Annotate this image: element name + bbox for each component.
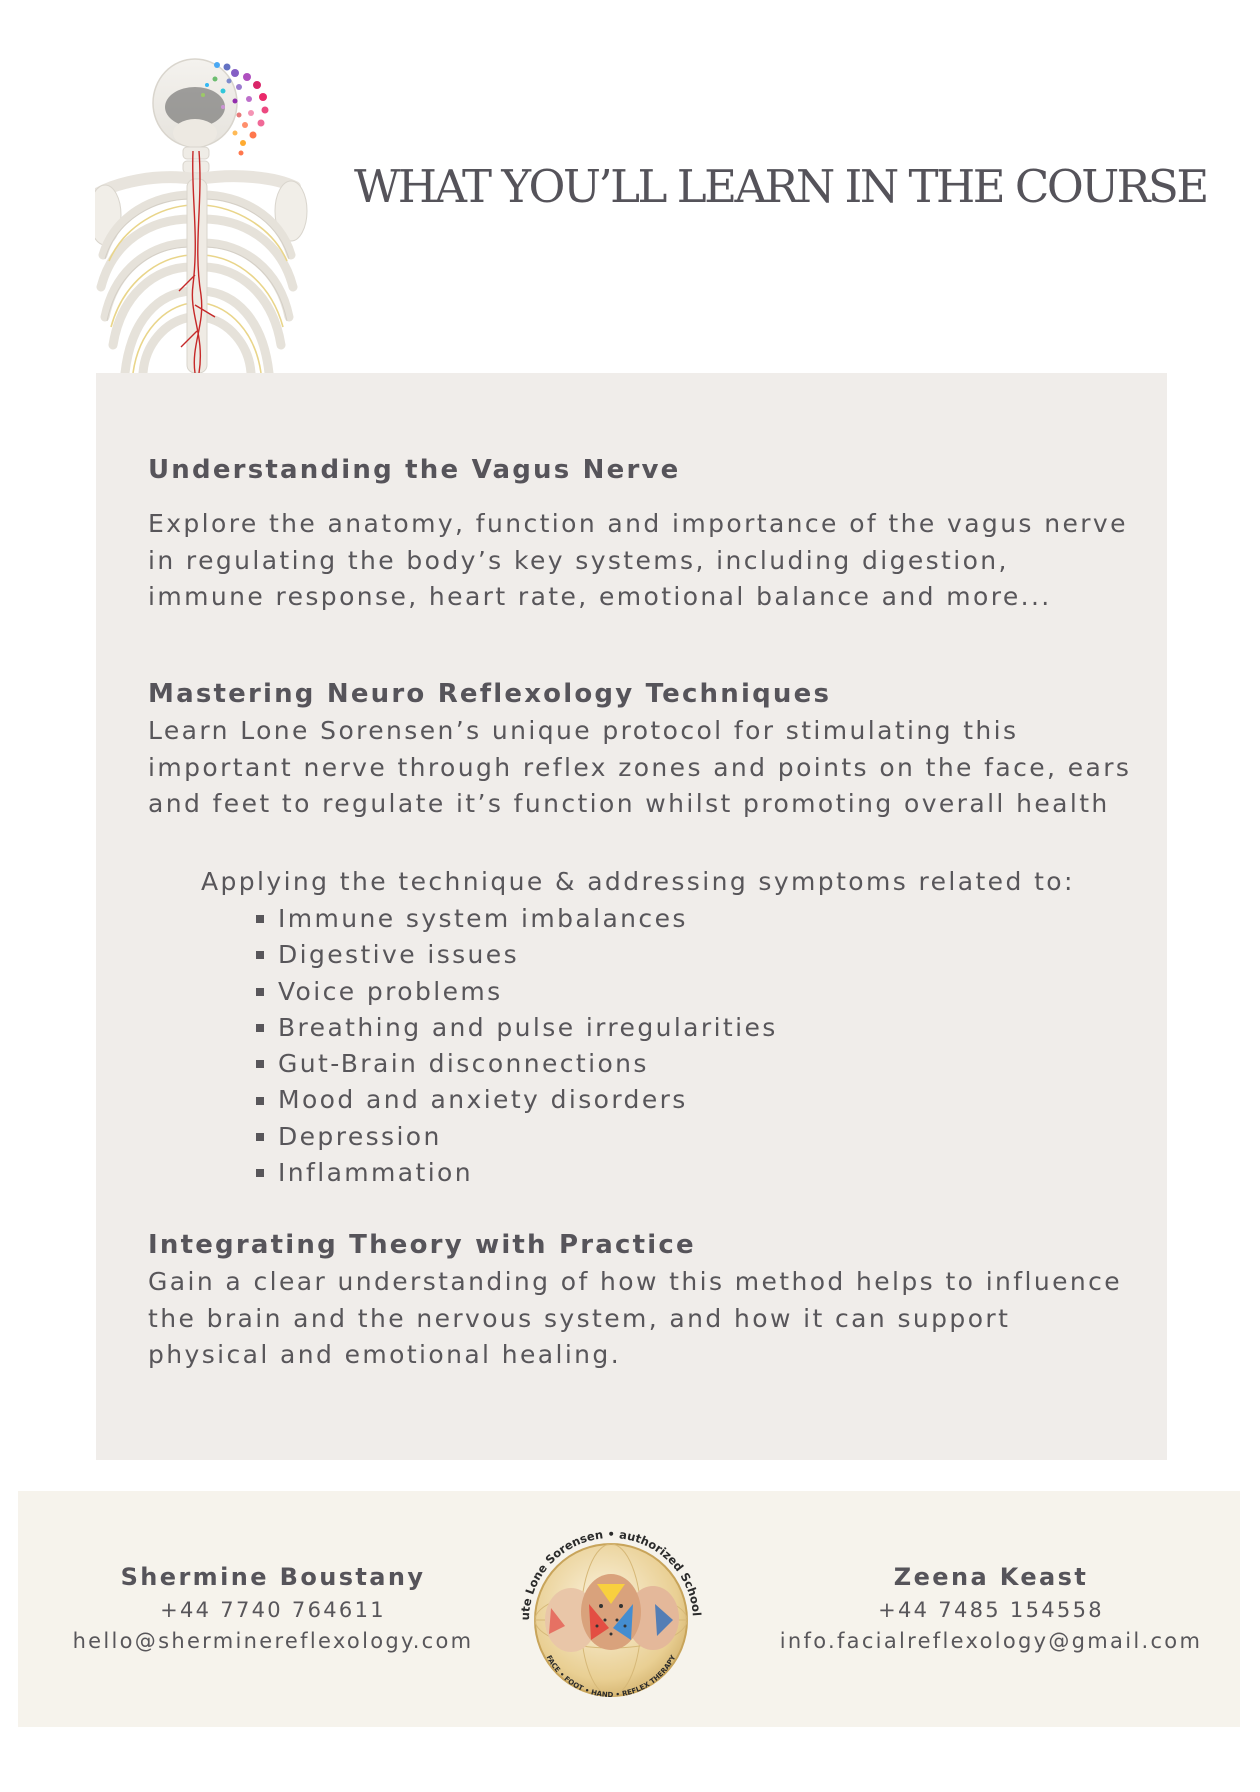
section-heading-theory-practice: Integrating Theory with Practice [148,1230,696,1260]
list-item: Digestive issues [256,937,778,973]
list-item: Voice problems [256,974,778,1010]
contact-email[interactable]: info.facialreflexology@gmail.com [779,1629,1203,1653]
square-bullet-icon [256,915,264,923]
page-title: WHAT YOU’LL LEARN IN THE COURSE [354,160,1207,213]
text-line: important nerve through reflex zones and points on the face, ears [148,752,1132,782]
skeleton-illustration [95,55,331,373]
square-bullet-icon [256,1169,264,1177]
contact-phone[interactable]: +44 7485 154558 [878,1598,1104,1622]
contact-email[interactable]: hello@sherminereflexology.com [72,1629,474,1653]
list-item: Mood and anxiety disorders [256,1082,778,1118]
list-item: Immune system imbalances [256,901,778,937]
list-item: Breathing and pulse irregularities [256,1010,778,1046]
text-line: Gain a clear understanding of how this method helps to influence [148,1267,1123,1296]
section-text-neuro-reflexology [148,713,1131,823]
section-text-vagus-nerve [148,506,1128,616]
logo-bottom-text: FACE • FOOT • HAND • REFLEX THERAPY [544,1653,678,1700]
square-bullet-icon [256,1133,264,1141]
list-item: Inflammation [256,1155,778,1191]
text-line: physical and emotional healing. [148,1340,622,1369]
contact-phone[interactable]: +44 7740 764611 [160,1598,386,1622]
skeleton-nervous-system-icon [95,55,331,373]
list-item: Depression [256,1119,778,1155]
contact-shermine [43,1559,503,1657]
text-line: Learn Lone Sorensen’s unique protocol for stimulating this [148,716,1019,745]
section-heading-neuro-reflexology: Mastering Neuro Reflexology Techniques [148,679,832,709]
section-text-theory-practice [148,1264,1122,1374]
square-bullet-icon [256,1097,264,1105]
contact-zeena [761,1559,1221,1657]
text-line: immune response, heart rate, emotional balance and more... [148,582,1052,611]
square-bullet-icon [256,988,264,996]
symptom-list [256,901,778,1191]
square-bullet-icon [256,1024,264,1032]
section-heading-vagus-nerve: Understanding the Vagus Nerve [148,455,681,485]
course-content-panel [96,373,1167,1460]
text-line: in regulating the body’s key systems, including digestion, [148,545,1009,575]
list-item: Gut-Brain disconnections [256,1046,778,1082]
logo-top-text: ute Lone Sorensen • authorized School [517,1526,704,1621]
institute-logo [505,1508,717,1714]
institute-seal-icon [505,1508,717,1714]
contact-footer [18,1491,1240,1727]
contact-name: Shermine Boustany [120,1563,426,1591]
symptoms-intro: Applying the technique & addressing symptoms related to: [201,867,1075,896]
text-line: and feet to regulate it’s function whilst promoting overall health [148,789,1110,818]
text-line: the brain and the nervous system, and how it can support [148,1303,1011,1333]
contact-name: Zeena Keast [893,1563,1089,1591]
square-bullet-icon [256,951,264,959]
text-line: Explore the anatomy, function and importance of the vagus nerve [148,509,1128,538]
square-bullet-icon [256,1060,264,1068]
